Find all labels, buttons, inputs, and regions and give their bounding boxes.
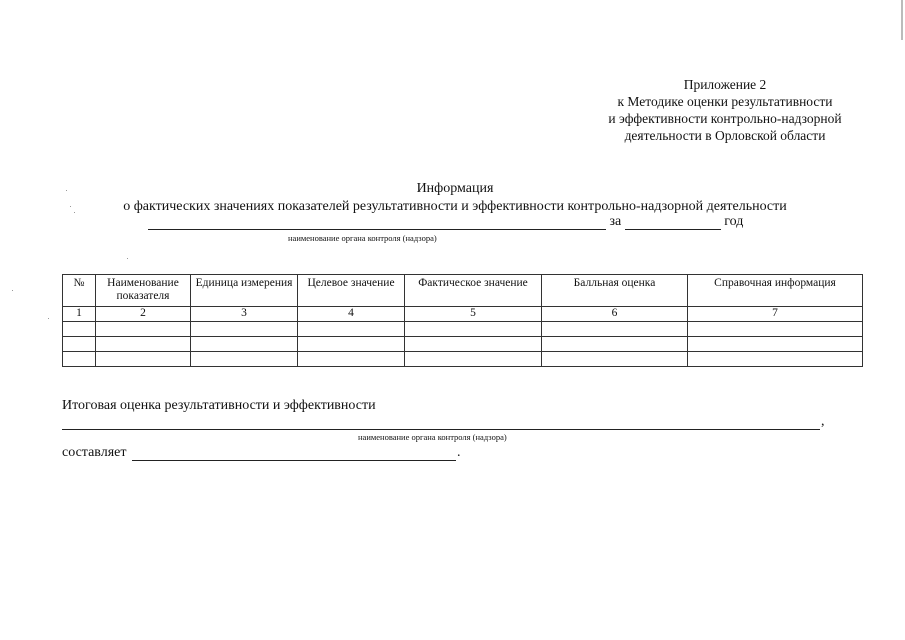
- table-cell[interactable]: [542, 337, 688, 352]
- col-header-number: №: [63, 275, 96, 307]
- col-number-1: 1: [63, 307, 96, 322]
- organ-period-line: [148, 214, 743, 232]
- final-comma: ,: [821, 414, 825, 429]
- col-number-6: 6: [542, 307, 688, 322]
- col-number-4: 4: [298, 307, 405, 322]
- table-cell[interactable]: [688, 322, 863, 337]
- col-number-5: 5: [405, 307, 542, 322]
- table-header-row: [63, 275, 863, 307]
- table-cell[interactable]: [405, 322, 542, 337]
- indicators-table: [62, 274, 863, 367]
- table-cell[interactable]: [688, 337, 863, 352]
- scan-speck: [12, 290, 13, 291]
- final-assessment-label: Итоговая оценка результативности и эффективности: [62, 398, 376, 413]
- table-cell[interactable]: [63, 322, 96, 337]
- appendix-line-3: и эффективности контрольно-надзорной: [608, 111, 842, 126]
- scan-speck: [48, 318, 49, 319]
- appendix-line-2: к Методике оценки результативности: [617, 94, 833, 109]
- scan-speck: [70, 206, 71, 207]
- table-cell[interactable]: [63, 352, 96, 367]
- year-blank[interactable]: [625, 215, 721, 230]
- col-header-actual-value: Фактическое значение: [405, 275, 542, 307]
- title-main: Информация: [416, 181, 494, 196]
- table-cell[interactable]: [191, 352, 298, 367]
- col-number-3: 3: [191, 307, 298, 322]
- score-blank[interactable]: [132, 446, 456, 461]
- table-row: [63, 352, 863, 367]
- table-cell[interactable]: [96, 322, 191, 337]
- table-cell[interactable]: [96, 352, 191, 367]
- table-row: [63, 337, 863, 352]
- col-header-target-value: Целевое значение: [298, 275, 405, 307]
- table-cell[interactable]: [542, 352, 688, 367]
- sostavlyaet-label: составляет: [62, 445, 127, 460]
- table-cell[interactable]: [405, 352, 542, 367]
- scan-speck: [127, 258, 128, 259]
- za-label: за: [609, 214, 622, 229]
- table-cell[interactable]: [298, 352, 405, 367]
- table-cell[interactable]: [298, 322, 405, 337]
- table-row: [63, 322, 863, 337]
- table-cell[interactable]: [542, 322, 688, 337]
- appendix-block: [560, 76, 890, 144]
- col-number-2: 2: [96, 307, 191, 322]
- organ-name-blank[interactable]: [148, 215, 606, 230]
- document-title: [60, 180, 850, 216]
- table-number-row: [63, 307, 863, 322]
- final-organ-blank[interactable]: [62, 415, 820, 430]
- col-number-7: 7: [688, 307, 863, 322]
- final-dot: .: [457, 445, 461, 460]
- page-edge-mark: [901, 0, 903, 40]
- col-header-indicator-name: Наименование показателя: [96, 275, 191, 307]
- table-cell[interactable]: [63, 337, 96, 352]
- title-subtitle: о фактических значениях показателей результативности и эффективности контрольно-надзорной деятельности: [123, 199, 787, 214]
- table-cell[interactable]: [191, 337, 298, 352]
- col-header-reference-info: Справочная информация: [688, 275, 863, 307]
- final-organ-caption: наименование органа контроля (надзора): [358, 432, 507, 442]
- appendix-line-4: деятельности в Орловской области: [624, 128, 826, 143]
- table-cell[interactable]: [688, 352, 863, 367]
- table-cell[interactable]: [405, 337, 542, 352]
- scan-speck: [66, 190, 67, 191]
- col-header-score: Балльная оценка: [542, 275, 688, 307]
- table-cell[interactable]: [298, 337, 405, 352]
- col-header-unit: Единица измерения: [191, 275, 298, 307]
- scan-speck: [74, 212, 75, 213]
- appendix-line-1: Приложение 2: [683, 77, 767, 92]
- table-cell[interactable]: [191, 322, 298, 337]
- table-cell[interactable]: [96, 337, 191, 352]
- organ-caption: наименование органа контроля (надзора): [288, 233, 437, 243]
- god-label: год: [724, 214, 744, 229]
